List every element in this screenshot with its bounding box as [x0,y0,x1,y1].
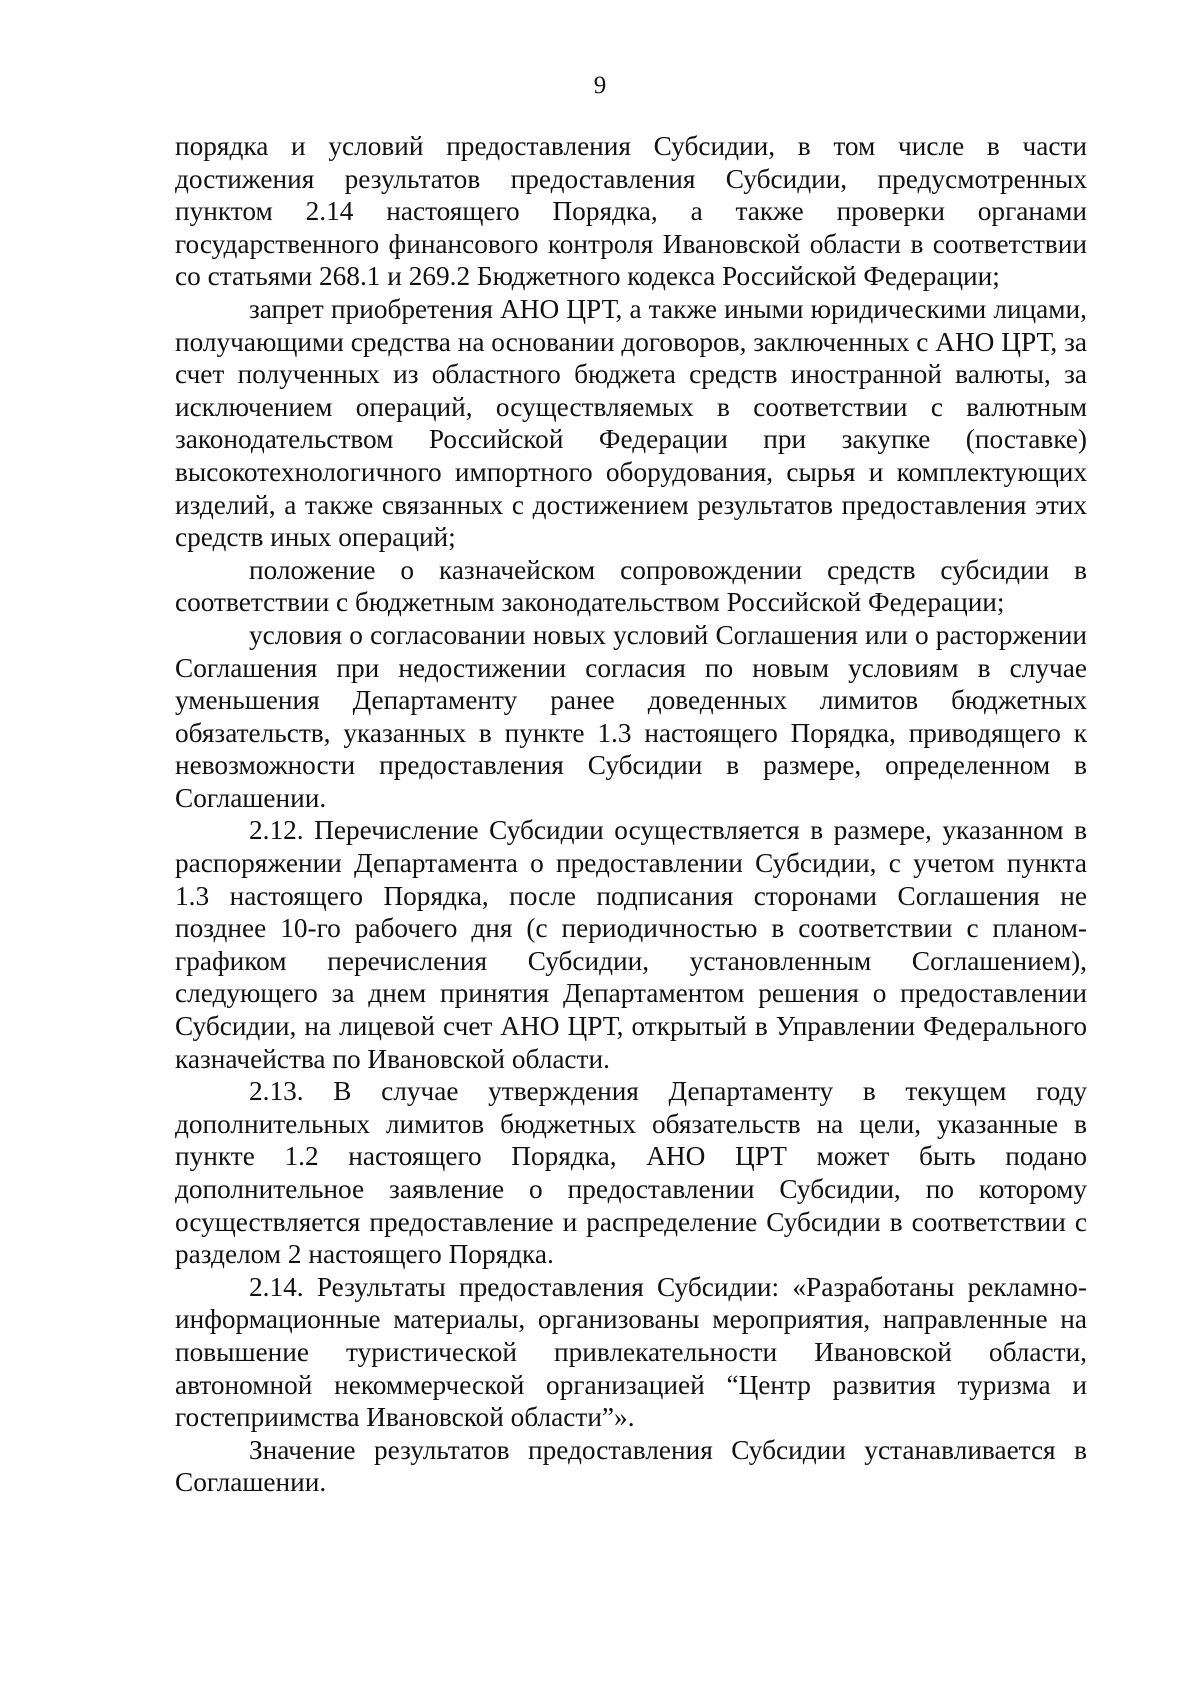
paragraph-2-13: 2.13. В случае утверждения Департаменту в текущем году дополнительных лимитов бюджетных обязательств на цели, указанные в пункте 1.2 настоящего Порядка, АНО ЦРТ может быть подано дополнительное заявление о предоставлении Субсидии, по которому осуществляется предоставление и распределение Субсидии в соответствии с разделом 2 настоящего Порядка. [175,1076,1087,1270]
paragraph-result-value: Значение результатов предоставления Субсидии устанавливается в Соглашении. [175,1434,1087,1498]
paragraph-agreement-conditions: условия о согласовании новых условий Соглашения или о расторжении Соглашения при недостижении согласия по новым условиям в случае уменьшения Департаменту ранее доведенных лимитов бюджетных обязательств, указанных в пункте 1.3 настоящего Порядка, приводящего к невозможности предоставления Субсидии в размере, определенном в Соглашении. [175,619,1087,813]
document-body [175,130,1087,1499]
paragraph-2-12: 2.12. Перечисление Субсидии осуществляется в размере, указанном в распоряжении Департамента о предоставлении Субсидии, с учетом пункта 1.3 настоящего Порядка, после подписания сторонами Соглашения не позднее 10-го рабочего дня (с периодичностью в соответствии с планом-графиком перечисления Субсидии, установленным Соглашением), следующего за днем принятия Департаментом решения о предоставлении Субсидии, на лицевой счет АНО ЦРТ, открытый в Управлении Федерального казначейства по Ивановской области. [175,815,1087,1074]
paragraph-continuation: порядка и условий предоставления Субсидии, в том числе в части достижения результатов предоставления Субсидии, предусмотренных пунктом 2.14 настоящего Порядка, а также проверки органами государственного финансового контроля Ивановской области в соответствии со статьями 268.1 и 269.2 Бюджетного кодекса Российской Федерации; [175,131,1087,292]
paragraph-currency-ban: запрет приобретения АНО ЦРТ, а также иными юридическими лицами, получающими средства на основании договоров, заключенных с АНО ЦРТ, за счет полученных из областного бюджета средств иностранной валюты, за исключением операций, осуществляемых в соответствии с валютным законодательством Российской Федерации при закупке (поставке) высокотехнологичного импортного оборудования, сырья и комплектующих изделий, а также связанных с достижением результатов предоставления этих средств иных операций; [175,293,1087,553]
paragraph-treasury-support: положение о казначейском сопровождении средств субсидии в соответствии с бюджетным законодательством Российской Федерации; [175,554,1087,618]
page-number: 9 [593,72,607,99]
paragraph-2-14: 2.14. Результаты предоставления Субсидии: «Разработаны рекламно-информационные материалы, организованы мероприятия, направленные на повышение туристической привлекательности Ивановской области, автономной некоммерческой организацией “Центр развития туризма и гостеприимства Ивановской области”». [175,1271,1087,1433]
